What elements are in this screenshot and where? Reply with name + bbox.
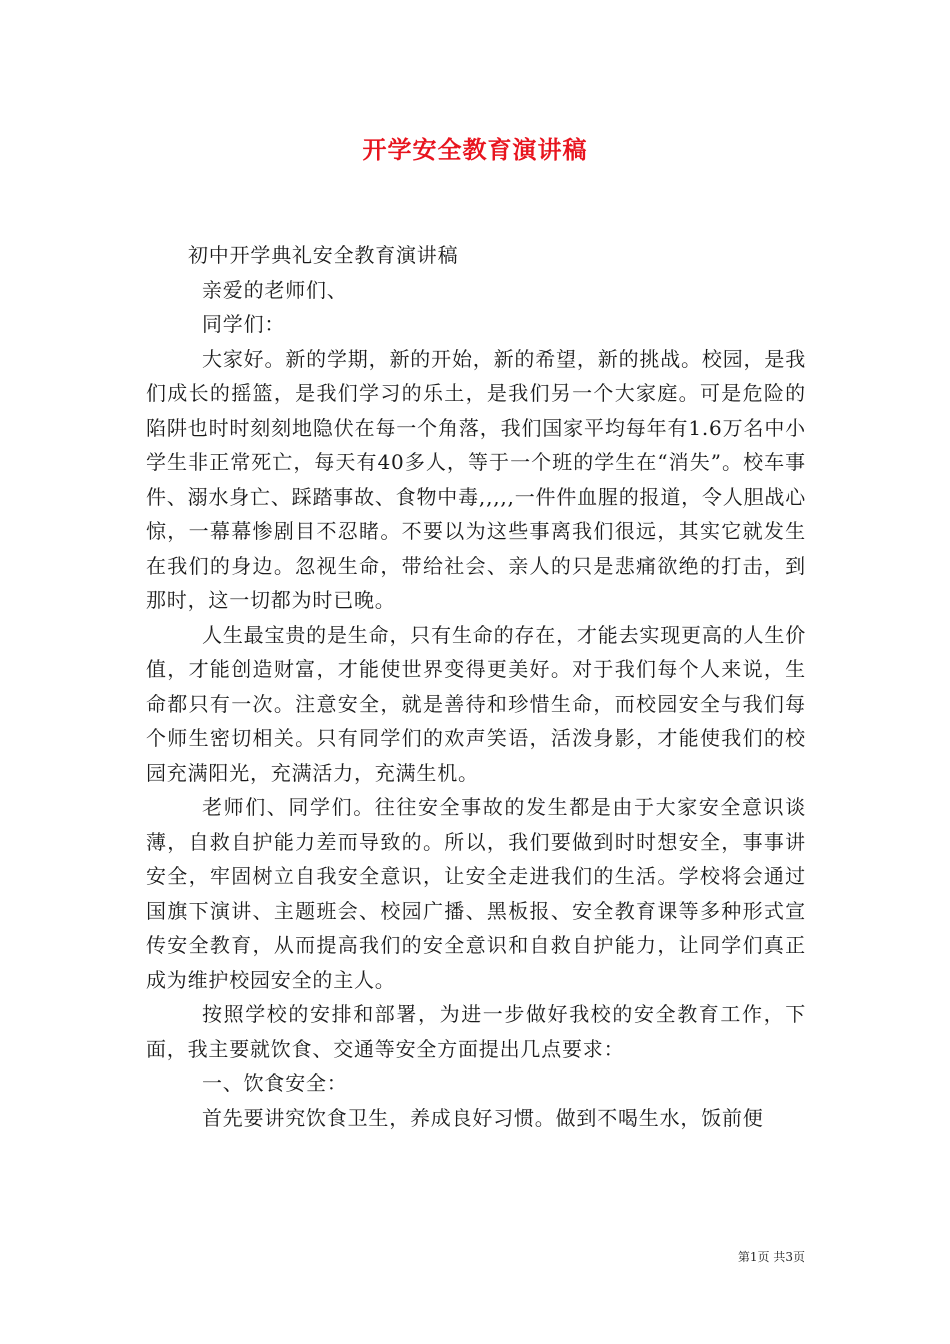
paragraph-value-of-life: 人生最宝贵的是生命，只有生命的存在，才能去实现更高的人生价值，才能创造财富，才能使世界变得更美好。对于我们每个人来说，生命都只有一次。注意安全，就是善待和珍惜生命，而校园安全与我们每个师生密切相关。只有同学们的欢声笑语，活泼身影，才能使我们的校园充满阳光，充满活力，充满生机。 xyxy=(146,622,806,785)
paragraph-greeting-1: 亲爱的老师们、 xyxy=(202,277,348,302)
page-number: 第1页 共3页 xyxy=(737,1250,805,1264)
paragraph-requirements-intro: 按照学校的安排和部署，为进一步做好我校的安全教育工作，下面，我主要就饮食、交通等安全方面提出几点要求： xyxy=(146,1002,806,1061)
paragraph-food-safety: 首先要讲究饮食卫生，养成良好习惯。做到不喝生水，饭前便 xyxy=(202,1105,764,1130)
section-heading-food-safety: 一、饮食安全： xyxy=(202,1071,348,1095)
paragraph-greeting-2: 同学们： xyxy=(202,312,286,336)
document-title: 开学安全教育演讲稿 xyxy=(362,135,588,164)
paragraph-safety-awareness: 老师们、同学们。往往安全事故的发生都是由于大家安全意识谈薄，自救自护能力差而导致的。所以，我们要做到时时想安全，事事讲安全，牢固树立自我安全意识，让安全走进我们的生活。学校将会通过国旗下演讲、主题班会、校园广播、黑板报、安全教育课等多种形式宣传安全教育，从而提高我们的安全意识和自救自护能力，让同学们真正成为维护校园安全的主人。 xyxy=(146,795,806,992)
document-subtitle: 初中开学典礼安全教育演讲稿 xyxy=(188,243,459,267)
paragraph-intro: 大家好。新的学期，新的开始，新的希望，新的挑战。校园，是我们成长的摇篮，是我们学习的乐土，是我们另一个大家庭。可是危险的陷阱也时时刻刻地隐伏在每一个角落，我们国家平均每年有1.6万名中小学生非正常死亡，每天有40多人，等于一个班的学生在“消失”。校车事件、溺水身亡、踩踏事故、食物中毒,,,,,一件件血腥的报道，令人胆战心惊，一幕幕惨剧目不忍睹。不要以为这些事离我们很远，其实它就发生在我们的身边。忽视生命，带给社会、亲人的只是悲痛欲绝的打击，到那时，这一切都为时已晚。 xyxy=(146,346,806,612)
document-body xyxy=(146,238,806,1135)
